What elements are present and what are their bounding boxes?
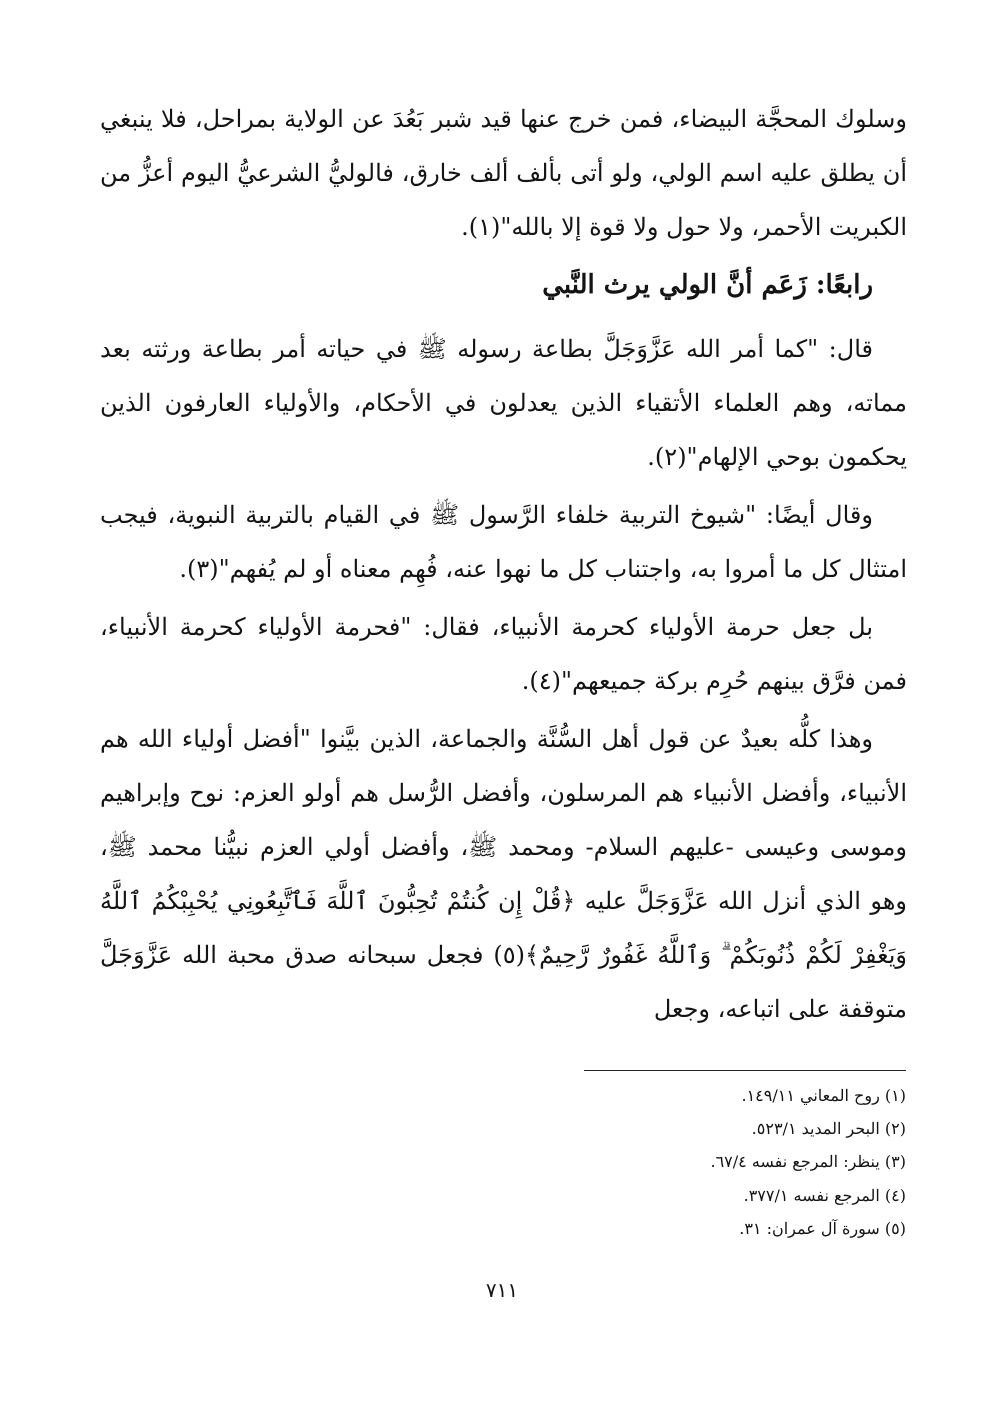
paragraph-1: وسلوك المحجَّة البيضاء، فمن خرج عنها قيد شبر بَعُدَ عن الولاية بمراحل، فلا ينبغي أن يطلق عليه اسم الولي، ولو أتى بألف ألف خارق، فالوليُّ الشرعيُّ اليوم أعزُّ من الكبريت الأحمر، ولا حول ولا قوة إلا بالله"(١). — [100, 105, 908, 241]
footnote-1: (١) روح المعاني ١٤٩/١١. — [741, 1086, 906, 1105]
page-number: ٧١١ — [485, 1278, 519, 1302]
footnotes — [520, 1082, 906, 1248]
section-heading: رابعًا: زَعَم أنَّ الولي يرث النَّبي — [542, 270, 873, 300]
footnote-4: (٤) المرجع نفسه ٣٧٧/١. — [743, 1185, 906, 1205]
paragraph-5: وهذا كلُّه بعيدٌ عن قول أهل السُّنَّة والجماعة، الذين بيَّنوا "أفضل أولياء الله هم الأنبياء، وأفضل الأنبياء هم المرسلون، وأفضل الرُّسل هم أولو العزم: نوح وإبراهيم وموسى وعيسى -عليهم السلام- ومحمد ﷺ، وأفضل أولي العزم نبيُّنا محمد ﷺ، وهو الذي أنزل الله عَزَّوَجَلَّ عليه ﴿قُلْ إِن كُنتُمْ تُحِبُّونَ ٱللَّهَ فَٱتَّبِعُونِي يُحْبِبْكُمُ ٱللَّهُ وَيَغْفِرْ لَكُمْ ذُنُوبَكُمْ ۗ وَٱللَّهُ غَفُورٌ رَّحِيمٌ﴾(٥) فجعل سبحانه صدق محبة الله عَزَّوَجَلَّ متوقفة على اتباعه، وجعل — [100, 725, 907, 1023]
footnote-5: (٥) سورة آل عمران: ٣١. — [739, 1218, 906, 1238]
paragraph-3: وقال أيضًا: "شيوخ التربية خلفاء الرَّسول ﷺ في القيام بالتربية النبوية، فيجب امتثال كل ما أمروا به، واجتناب كل ما نهوا عنه، فُهِم معناه أو لم يُفهم"(٣). — [100, 501, 907, 583]
footnote-divider — [584, 1070, 906, 1071]
paragraph-4: بل جعل حرمة الأولياء كحرمة الأنبياء، فقال: "فحرمة الأولياء كحرمة الأنبياء، فمن فرَّق بينهم حُرِم بركة جميعهم"(٤). — [100, 613, 907, 695]
paragraph-2: قال: "كما أمر الله عَزَّوَجَلَّ بطاعة رسوله ﷺ في حياته أمر بطاعة ورثته بعد مماته، وهم العلماء الأتقياء الذين يعدلون في الأحكام، والأولياء العارفون الذين يحكمون بوحي الإلهام"(٢). — [100, 335, 907, 471]
footnote-2: (٢) البحر المديد ٥٢٣/١. — [751, 1119, 906, 1139]
main-text — [100, 92, 907, 1040]
footnote-3: (٣) ينظر: المرجع نفسه ٦٧/٤. — [710, 1152, 906, 1172]
